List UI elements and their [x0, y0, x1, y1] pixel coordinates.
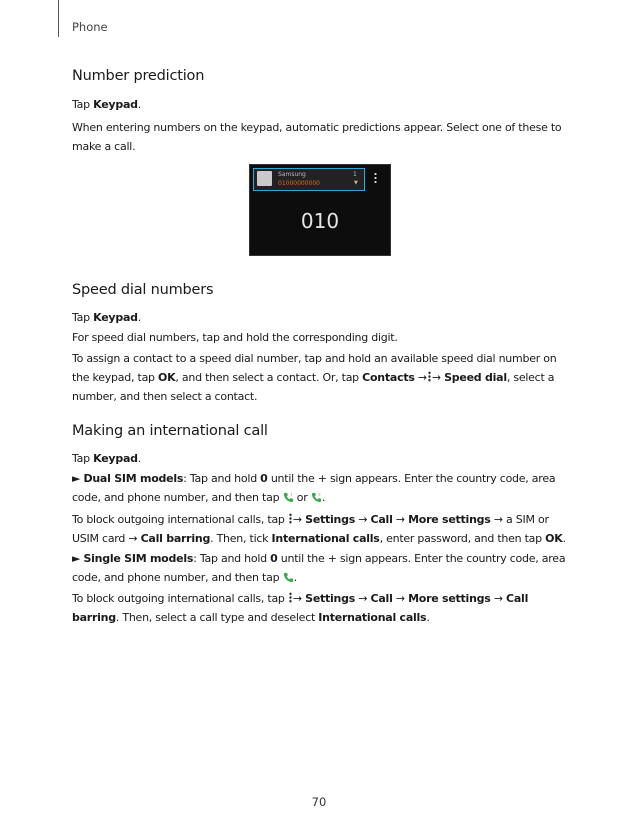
- number-prediction-step: Tap Keypad.: [72, 98, 142, 111]
- number-prediction-heading: Number prediction: [72, 68, 205, 84]
- more-options-icon[interactable]: [374, 172, 377, 184]
- dual-sim-instruction: ► Dual SIM models: Tap and hold 0 until the + sign appears. Enter the country code, area code, and phone number, and then tap 1 or 2 .: [72, 472, 556, 504]
- svg-text:2: 2: [318, 492, 321, 497]
- speed-dial-step: Tap Keypad.: [72, 311, 142, 324]
- more-options-icon: [289, 592, 292, 603]
- more-options-icon: [289, 513, 292, 524]
- header-rule: [58, 0, 59, 37]
- block-dual-sim-instruction: To block outgoing international calls, tap → Settings → Call → More settings → a SIM or USIM card → Call barring. Then, tick International calls, enter password, and then tap OK.: [72, 513, 566, 545]
- international-call-heading: Making an international call: [72, 423, 268, 439]
- phone-sim1-icon: [283, 492, 294, 503]
- prediction-count: 1: [353, 171, 357, 178]
- predicted-contact-number: 01000000000: [278, 180, 320, 187]
- speed-dial-line1: For speed dial numbers, tap and hold the corresponding digit.: [72, 331, 398, 344]
- predicted-contact-name: Samsung: [278, 171, 306, 178]
- phone-icon: [283, 572, 294, 583]
- chevron-down-icon[interactable]: ▼: [354, 180, 358, 186]
- keypad-label: Keypad: [93, 98, 138, 111]
- keypad-screenshot: [249, 164, 391, 256]
- international-step: Tap Keypad.: [72, 452, 142, 465]
- section-header: Phone: [72, 20, 108, 34]
- page-number: 70: [311, 795, 327, 809]
- speed-dial-line2: To assign a contact to a speed dial number, tap and hold an available speed dial number on the keypad, tap OK, and then select a contact. Or, tap Contacts → → Speed dial, select a number, and then select a contact.: [72, 352, 557, 403]
- number-prediction-description: When entering numbers on the keypad, automatic predictions appear. Select one of these to make a call.: [72, 121, 562, 153]
- more-options-icon: [428, 371, 431, 382]
- speed-dial-heading: Speed dial numbers: [72, 282, 214, 298]
- phone-sim2-icon: [311, 492, 322, 503]
- dialed-number: 010: [300, 209, 340, 233]
- prediction-bar: [250, 165, 390, 192]
- svg-text:1: 1: [289, 492, 293, 497]
- avatar: [257, 171, 272, 186]
- predicted-contact[interactable]: [253, 168, 365, 191]
- single-sim-instruction: ► Single SIM models: Tap and hold 0 until the + sign appears. Enter the country code, area code, and phone number, and then tap .: [72, 552, 566, 584]
- block-single-sim-instruction: To block outgoing international calls, tap → Settings → Call → More settings → Call barring. Then, select a call type and deselect International calls.: [72, 592, 529, 624]
